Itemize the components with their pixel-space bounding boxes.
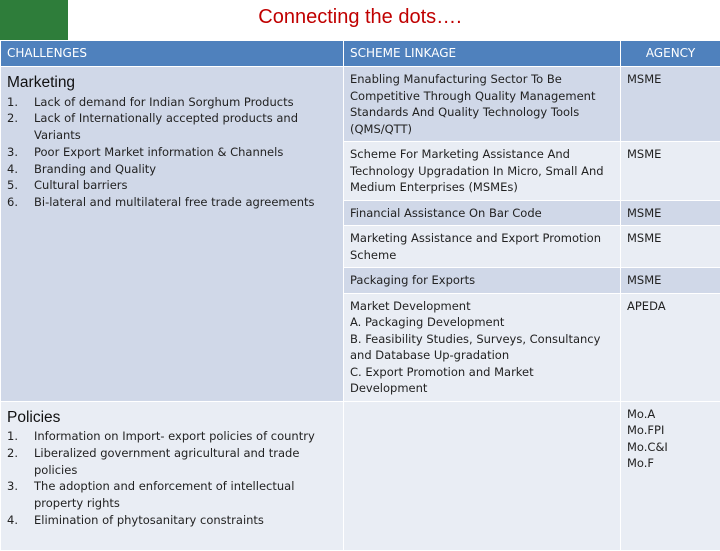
scheme-cell: Packaging for Exports bbox=[344, 268, 621, 294]
agency-cell: MSME bbox=[621, 67, 720, 142]
agency-cell: MSME bbox=[621, 268, 720, 294]
list-item: 3. The adoption and enforcement of intellectual property rights bbox=[7, 478, 337, 512]
slide-title: Connecting the dots…. bbox=[0, 6, 720, 29]
list-item: 3. Poor Export Market information & Channels bbox=[7, 144, 337, 161]
scheme-cell: Financial Assistance On Bar Code bbox=[344, 200, 621, 226]
agency-cell: APEDA bbox=[621, 293, 720, 401]
policies-challenges-cell bbox=[1, 401, 344, 550]
header-agency: AGENCY bbox=[621, 41, 720, 67]
scheme-cell: Enabling Manufacturing Sector To Be Competitive Through Quality Management Standards And Quality Technology Tools (QMS/QTT) bbox=[344, 67, 621, 142]
header-challenges: CHALLENGES bbox=[1, 41, 344, 67]
list-item: 2. Liberalized government agricultural and trade policies bbox=[7, 445, 337, 479]
policies-list bbox=[7, 428, 337, 529]
linkage-table bbox=[0, 40, 720, 551]
list-item: 6. Bi-lateral and multilateral free trade agreements bbox=[7, 194, 337, 211]
list-item: 4. Branding and Quality bbox=[7, 161, 337, 178]
policies-heading: Policies bbox=[7, 410, 337, 427]
marketing-challenges-cell bbox=[1, 67, 344, 402]
agency-cell: Mo.A Mo.FPI Mo.C&I Mo.F bbox=[621, 401, 720, 550]
list-item: 4. Elimination of phytosanitary constraints bbox=[7, 512, 337, 529]
table-row bbox=[1, 401, 720, 550]
list-item: 1. Lack of demand for Indian Sorghum Products bbox=[7, 94, 337, 111]
agency-cell: MSME bbox=[621, 142, 720, 201]
agency-cell: MSME bbox=[621, 200, 720, 226]
marketing-heading: Marketing bbox=[7, 75, 337, 92]
scheme-cell: Market Development A. Packaging Development B. Feasibility Studies, Surveys, Consultancy and Database Up-gradation C. Export Promotion and Market Development bbox=[344, 293, 621, 401]
scheme-cell: Marketing Assistance and Export Promotion Scheme bbox=[344, 226, 621, 268]
list-item: 2. Lack of Internationally accepted products and Variants bbox=[7, 110, 337, 144]
scheme-cell: Scheme For Marketing Assistance And Technology Upgradation In Micro, Small And Medium Enterprises (MSMEs) bbox=[344, 142, 621, 201]
marketing-list bbox=[7, 94, 337, 212]
list-item: 5. Cultural barriers bbox=[7, 177, 337, 194]
header-scheme-linkage: SCHEME LINKAGE bbox=[344, 41, 621, 67]
table-row bbox=[1, 67, 720, 142]
scheme-cell-empty bbox=[344, 401, 621, 550]
list-item: 1. Information on Import- export policies of country bbox=[7, 428, 337, 445]
table-header-row bbox=[1, 41, 720, 67]
agency-cell: MSME bbox=[621, 226, 720, 268]
